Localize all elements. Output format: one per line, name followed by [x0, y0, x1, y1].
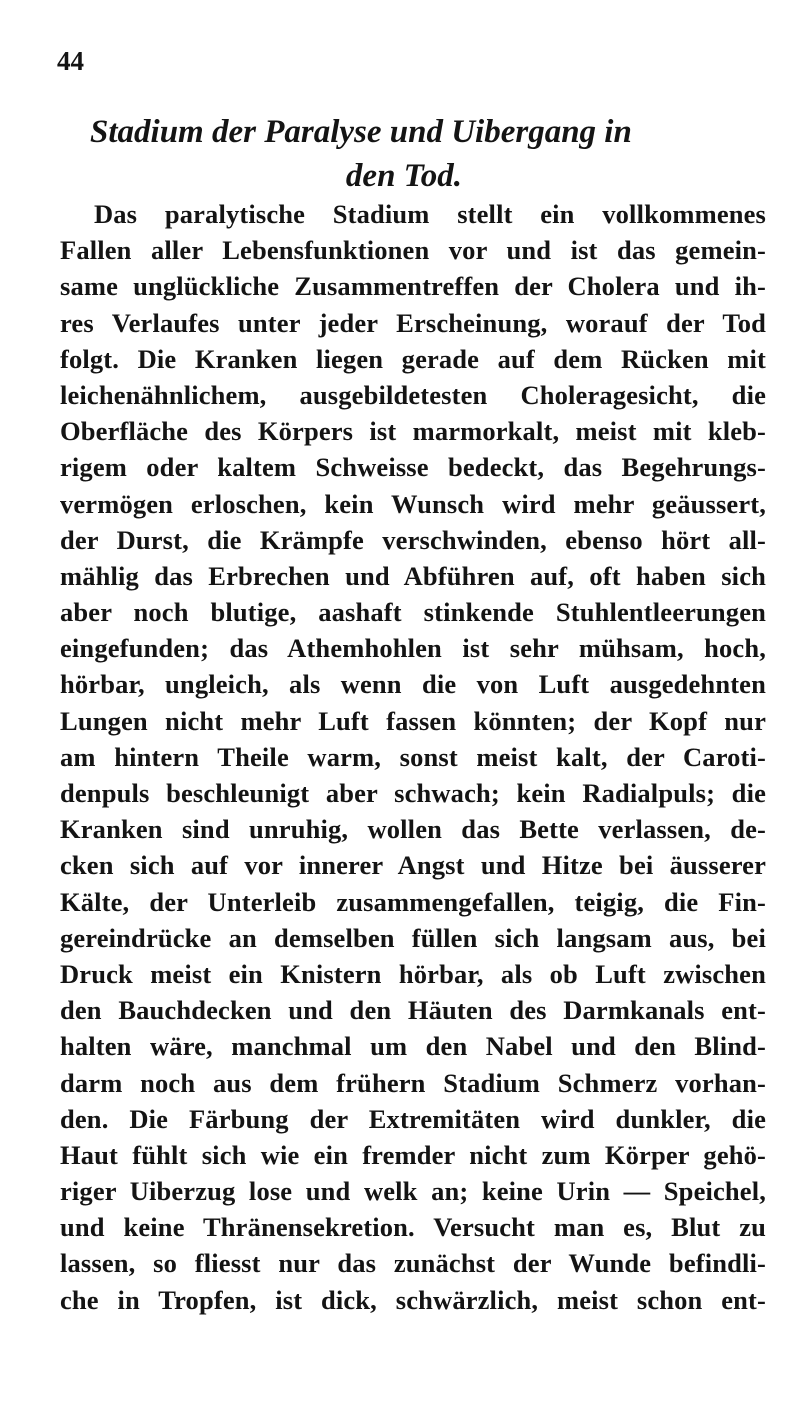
heading-line: Stadium der Paralyse und Uibergang in: [90, 114, 632, 150]
section-heading: [60, 110, 760, 198]
text-line: Oberfläche des Körpers ist marmorkalt, meist mit kleb-: [60, 416, 766, 447]
text-line: lassen, so fliesst nur das zunächst der Wunde befindli-: [60, 1248, 766, 1279]
text-line: halten wäre, manchmal um den Nabel und den Blind-: [60, 1031, 766, 1062]
text-line: riger Uiberzug lose und welk an; keine Urin — Speichel,: [60, 1176, 766, 1207]
text-line: am hintern Theile warm, sonst meist kalt, der Caroti-: [60, 741, 766, 772]
text-line: und keine Thränensekretion. Versucht man es, Blut zu: [60, 1212, 766, 1243]
body-paragraph: [60, 196, 766, 1318]
text-line: denpuls beschleunigt aber schwach; kein Radialpuls; die: [60, 778, 766, 808]
text-line: same unglückliche Zusammentreffen der Cholera und ih-: [60, 271, 766, 302]
text-line: Druck meist ein Knistern hörbar, als ob Luft zwischen: [60, 958, 766, 989]
text-line: Kranken sind unruhig, wollen das Bette verlassen, de-: [60, 814, 766, 845]
text-line: folgt. Die Kranken liegen gerade auf dem Rücken mit: [60, 343, 766, 374]
heading-line: den Tod.: [345, 158, 463, 194]
text-line: darm noch aus dem frühern Stadium Schmerz vorhan-: [60, 1067, 766, 1098]
text-line: cken sich auf vor innerer Angst und Hitze bei äusserer: [60, 850, 766, 881]
text-line: vermögen erloschen, kein Wunsch wird mehr geäussert,: [60, 488, 766, 519]
page-number: 44: [57, 46, 84, 76]
text-line: den Bauchdecken und den Häuten des Darmkanals ent-: [60, 995, 766, 1026]
text-line: aber noch blutige, aashaft stinkende Stuhlentleerungen: [60, 597, 766, 628]
text-line: eingefunden; das Athemhohlen ist sehr mühsam, hoch,: [60, 633, 766, 664]
text-line: Lungen nicht mehr Luft fassen könnten; der Kopf nur: [60, 705, 766, 736]
text-line: che in Tropfen, ist dick, schwärzlich, meist schon ent-: [60, 1284, 766, 1315]
text-line: res Verlaufes unter jeder Erscheinung, worauf der Tod: [60, 307, 766, 338]
text-line: Das paralytische Stadium stellt ein vollkommenes: [94, 199, 766, 229]
text-line: Fallen aller Lebensfunktionen vor und ist das gemein-: [60, 235, 766, 266]
text-line: den. Die Färbung der Extremitäten wird dunkler, die: [60, 1103, 766, 1134]
text-line: hörbar, ungleich, als wenn die von Luft ausgedehnten: [60, 669, 766, 700]
text-line: mählig das Erbrechen und Abführen auf, oft haben sich: [60, 560, 766, 591]
text-line: gereindrücke an demselben füllen sich langsam aus, bei: [60, 922, 766, 953]
text-line: Kälte, der Unterleib zusammengefallen, teigig, die Fin-: [60, 886, 766, 917]
text-line: leichenähnlichem, ausgebildetesten Choleragesicht, die: [60, 379, 766, 410]
text-line: rigem oder kaltem Schweisse bedeckt, das Begehrungs-: [60, 452, 766, 483]
text-line: Haut fühlt sich wie ein fremder nicht zum Körper gehö-: [60, 1139, 766, 1170]
text-line: der Durst, die Krämpfe verschwinden, ebenso hört all-: [60, 524, 766, 555]
